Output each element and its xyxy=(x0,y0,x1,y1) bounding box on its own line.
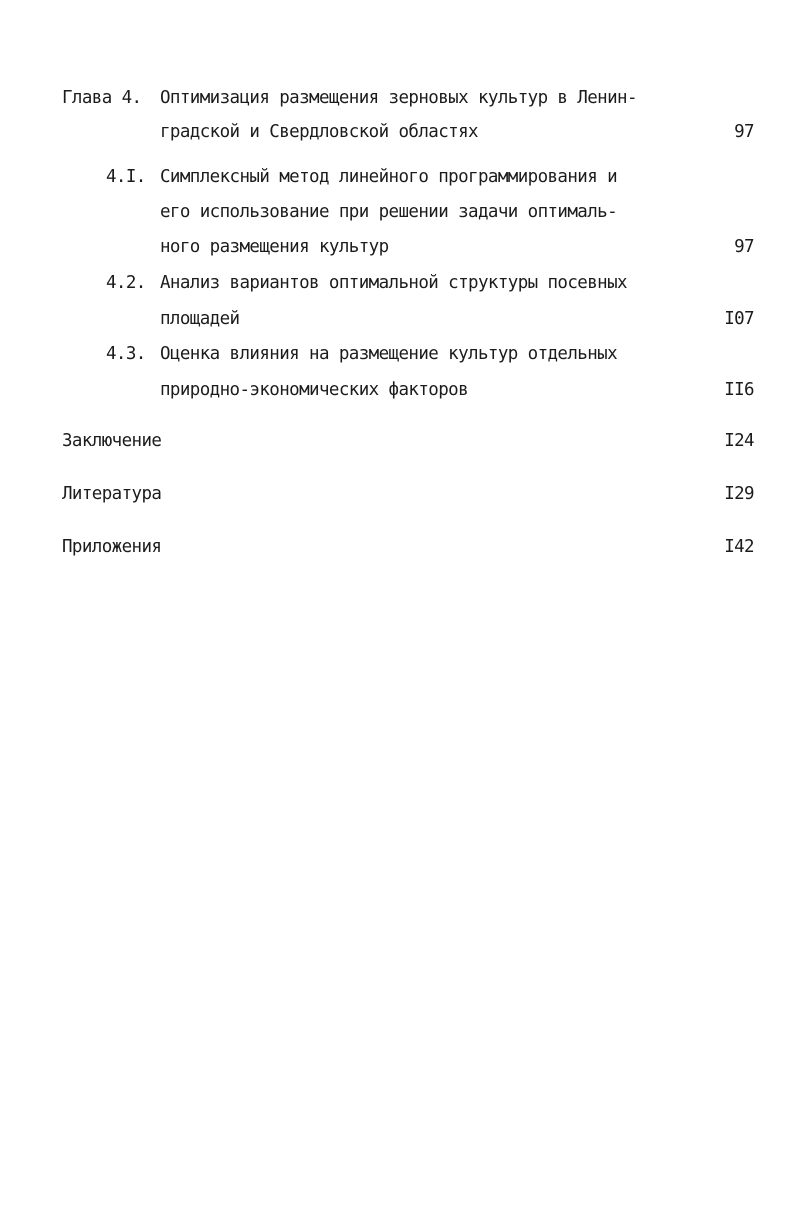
literature-title: Литература xyxy=(62,484,162,504)
section-number: 4.I. xyxy=(106,167,146,187)
section-number: 4.2. xyxy=(106,273,146,293)
appendices-title: Приложения xyxy=(62,537,162,557)
section-page-number: 97 xyxy=(734,237,754,257)
chapter-label: Глава 4. xyxy=(62,88,142,108)
section-number: 4.3. xyxy=(106,344,146,364)
conclusion-page-number: I24 xyxy=(724,431,754,451)
section-title-line-1: Симплексный метод линейного программирования и xyxy=(160,167,618,187)
literature-page-number: I29 xyxy=(724,484,754,504)
chapter-title-line-2: градской и Свердловской областях xyxy=(160,122,478,142)
conclusion-title: Заключение xyxy=(62,431,162,451)
section-title-line-2: площадей xyxy=(160,309,240,329)
section-title-line-2: его использование при решении задачи оптималь- xyxy=(160,202,618,222)
chapter-title-line-1: Оптимизация размещения зерновых культур в Ленин- xyxy=(160,88,637,108)
section-page-number: I07 xyxy=(724,309,754,329)
section-title-line-1: Оценка влияния на размещение культур отдельных xyxy=(160,344,618,364)
section-page-number: II6 xyxy=(724,380,754,400)
section-title-line-2: природно-экономических факторов xyxy=(160,380,469,400)
chapter-page-number: 97 xyxy=(734,122,754,142)
section-title-line-3: ного размещения культур xyxy=(160,237,389,257)
section-title-line-1: Анализ вариантов оптимальной структуры посевных xyxy=(160,273,627,293)
appendices-page-number: I42 xyxy=(724,537,754,557)
